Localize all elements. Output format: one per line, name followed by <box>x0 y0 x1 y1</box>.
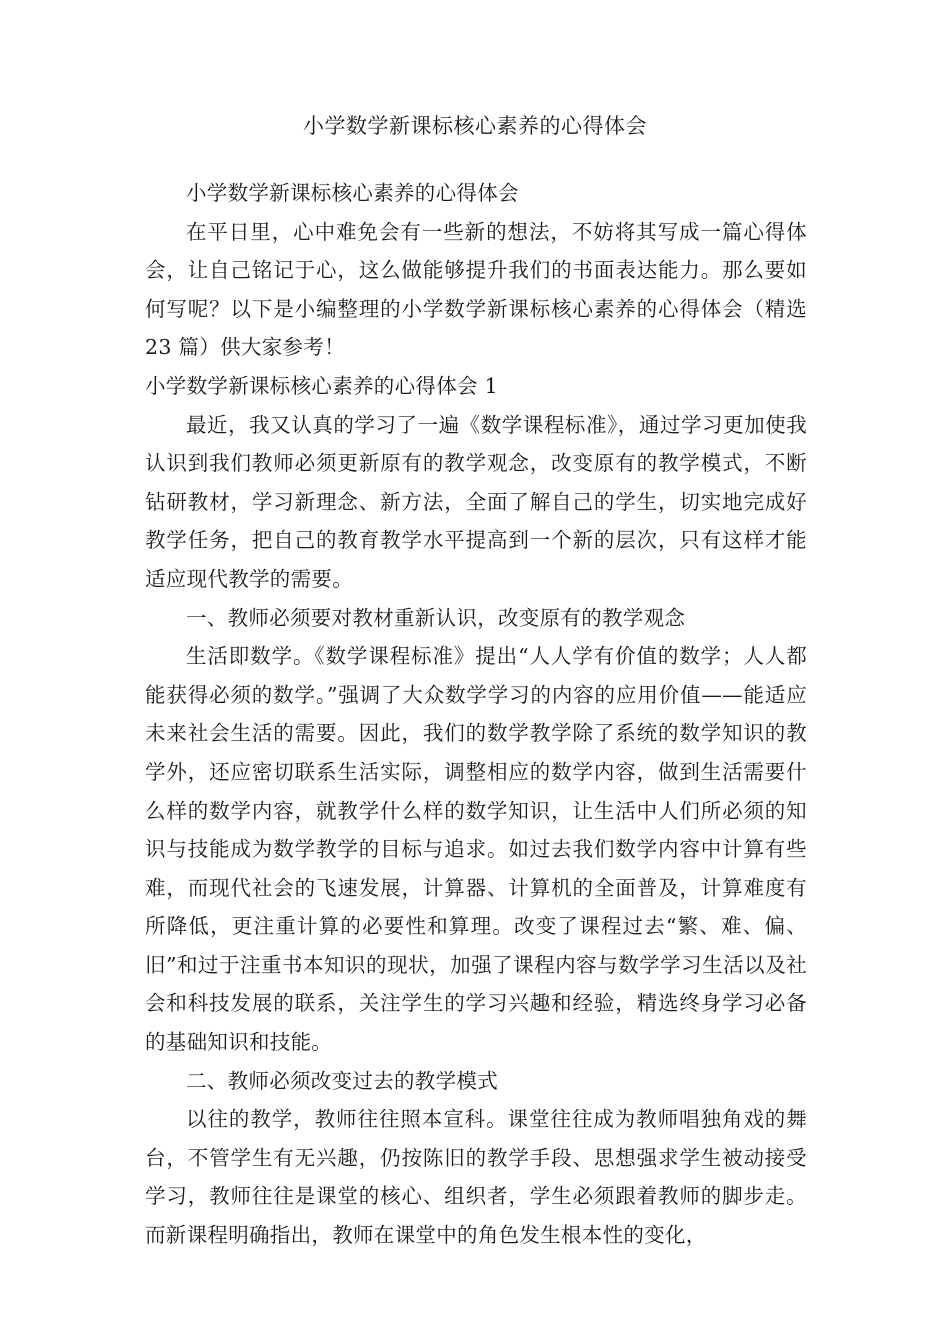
intro-paragraph: 在平日里，心中难免会有一些新的想法，不妨将其写成一篇心得体会，让自己铭记于心，这么做能够提升我们的书面表达能力。那么要如何写呢？以下是小编整理的小学数学新课标核心素养的心得体会（精选 23 篇）供大家参考！ <box>145 219 807 360</box>
subheading-1: 一、教师必须要对教材重新认识，改变原有的教学观念 <box>186 605 686 630</box>
subtitle-paragraph: 小学数学新课标核心素养的心得体会 <box>186 181 519 205</box>
document-body <box>145 174 807 1255</box>
section-heading-1: 小学数学新课标核心素养的心得体会 1 <box>145 373 498 398</box>
body-paragraph: 最近，我又认真的学习了一遍《数学课程标准》，通过学习更加使我认识到我们教师必须更新原有的教学观念，改变原有的教学模式，不断钻研教材，学习新理念、新方法，全面了解自己的学生，切实地完成好教学任务，把自己的教育教学水平提高到一个新的层次，只有这样才能适应现代教学的需要。 <box>145 412 807 591</box>
body-paragraph: 生活即数学。《数学课程标准》提出“人人学有价值的数学；人人都能获得必须的数学。”强调了大众数学学习的内容的应用价值——能适应未来社会生活的需要。因此，我们的数学教学除了系统的数学知识的教学外，还应密切联系生活实际，调整相应的数学内容，做到生活需要什么样的数学内容，就教学什么样的数学知识，让生活中人们所必须的知识与技能成为数学教学的目标与追求。如过去我们数学内容中计算有些难，而现代社会的飞速发展，计算器、计算机的全面普及，计算难度有所降低，更注重计算的必要性和算理。改变了课程过去“繁、难、偏、旧”和过于注重书本知识的现状，加强了课程内容与数学学习生活以及社会和科技发展的联系，关注学生的学习兴趣和经验，精选终身学习必备的基础知识和技能。 <box>145 644 807 1055</box>
document-title: 小学数学新课标核心素养的心得体会 <box>303 114 647 138</box>
subheading-2: 二、教师必须改变过去的教学模式 <box>186 1068 498 1093</box>
body-paragraph: 以往的教学，教师往往照本宣科。课堂往往成为教师唱独角戏的舞台，不管学生有无兴趣，仍按陈旧的教学手段、思想强求学生被动接受学习，教师往往是课堂的核心、组织者，学生必须跟着教师的脚步走。而新课程明确指出，教师在课堂中的角色发生根本性的变化， <box>145 1107 807 1248</box>
